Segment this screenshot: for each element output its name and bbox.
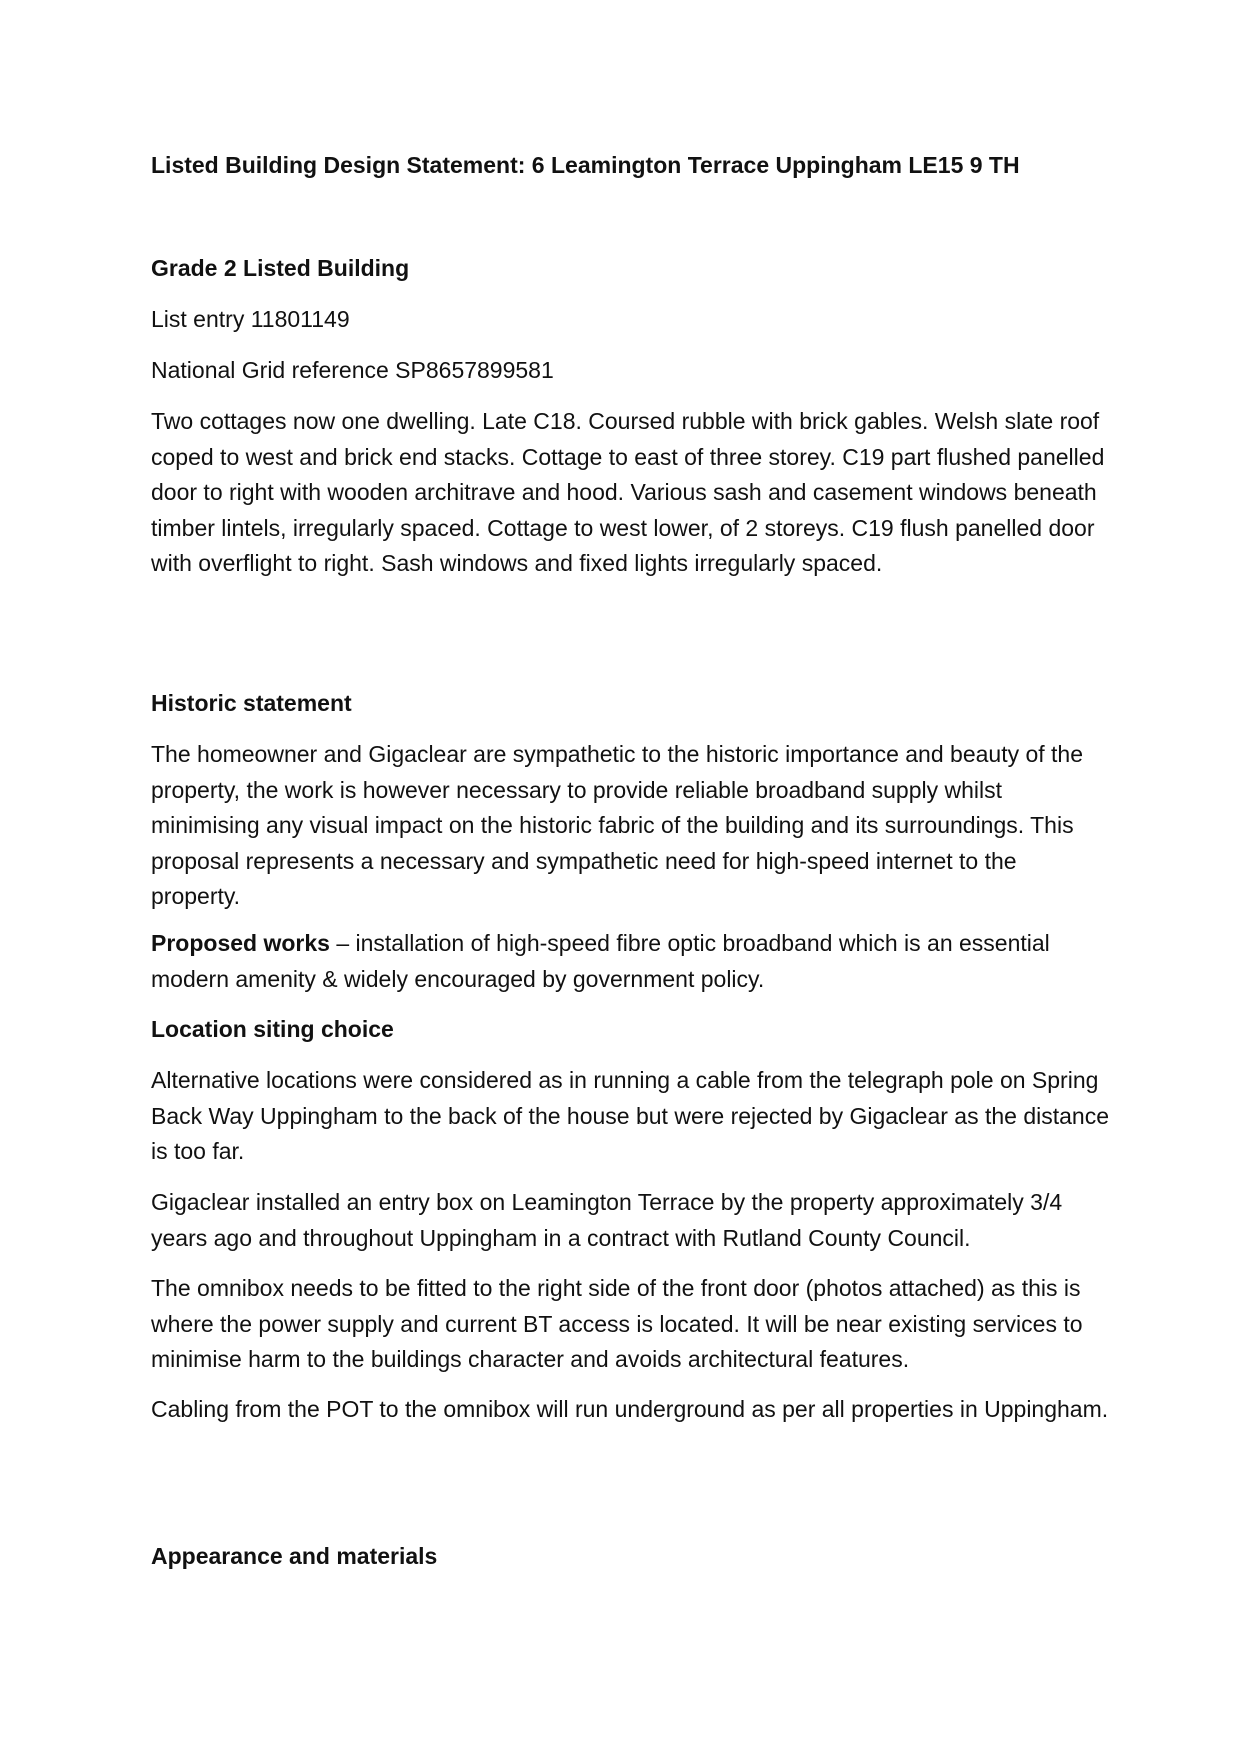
appearance-heading: Appearance and materials bbox=[151, 1543, 438, 1569]
building-description: Two cottages now one dwelling. Late C18. Coursed rubble with brick gables. Welsh slate roof coped to west and brick end stacks. Cottage to east of three storey. C19 part flushed panelled door to right with wooden architrave and hood. Various sash and casement windows beneath timber lintels, irregularly spaced. Cottage to west lower, of 2 storeys. C19 flush panelled door with overflight to right. Sash windows and fixed lights irregularly spaced. bbox=[151, 408, 1105, 576]
list-entry: List entry 11801149 bbox=[151, 306, 350, 332]
proposed-works-text: – installation of high-speed fibre optic broadband which is an essential modern amenity & widely encouraged by government policy. bbox=[151, 930, 1050, 992]
grid-reference: National Grid reference SP8657899581 bbox=[151, 357, 554, 383]
location-paragraph-3: The omnibox needs to be fitted to the right side of the front door (photos attached) as this is where the power supply and current BT access is located. It will be near existing services to minimise harm to the buildings character and avoids architectural features. bbox=[151, 1275, 1083, 1372]
proposed-works-paragraph bbox=[151, 926, 1111, 997]
location-heading: Location siting choice bbox=[151, 1016, 394, 1042]
historic-text: The homeowner and Gigaclear are sympathetic to the historic importance and beauty of the property, the work is however necessary to provide reliable broadband supply whilst minimising any visual impact on the historic fabric of the building and its surroundings. This proposal represents a necessary and sympathetic need for high-speed internet to the property. bbox=[151, 741, 1084, 909]
grade-heading: Grade 2 Listed Building bbox=[151, 255, 410, 281]
document-title: Listed Building Design Statement: 6 Leamington Terrace Uppingham LE15 9 TH bbox=[151, 152, 1020, 178]
location-paragraph-4: Cabling from the POT to the omnibox will run underground as per all properties in Uppingham. bbox=[151, 1396, 1109, 1422]
historic-heading: Historic statement bbox=[151, 690, 352, 716]
location-paragraph-2: Gigaclear installed an entry box on Leamington Terrace by the property approximately 3/4 years ago and throughout Uppingham in a contract with Rutland County Council. bbox=[151, 1189, 1063, 1251]
location-paragraph-1: Alternative locations were considered as in running a cable from the telegraph pole on Spring Back Way Uppingham to the back of the house but were rejected by Gigaclear as the distance is too far. bbox=[151, 1067, 1110, 1164]
proposed-works-label: Proposed works bbox=[151, 930, 330, 956]
